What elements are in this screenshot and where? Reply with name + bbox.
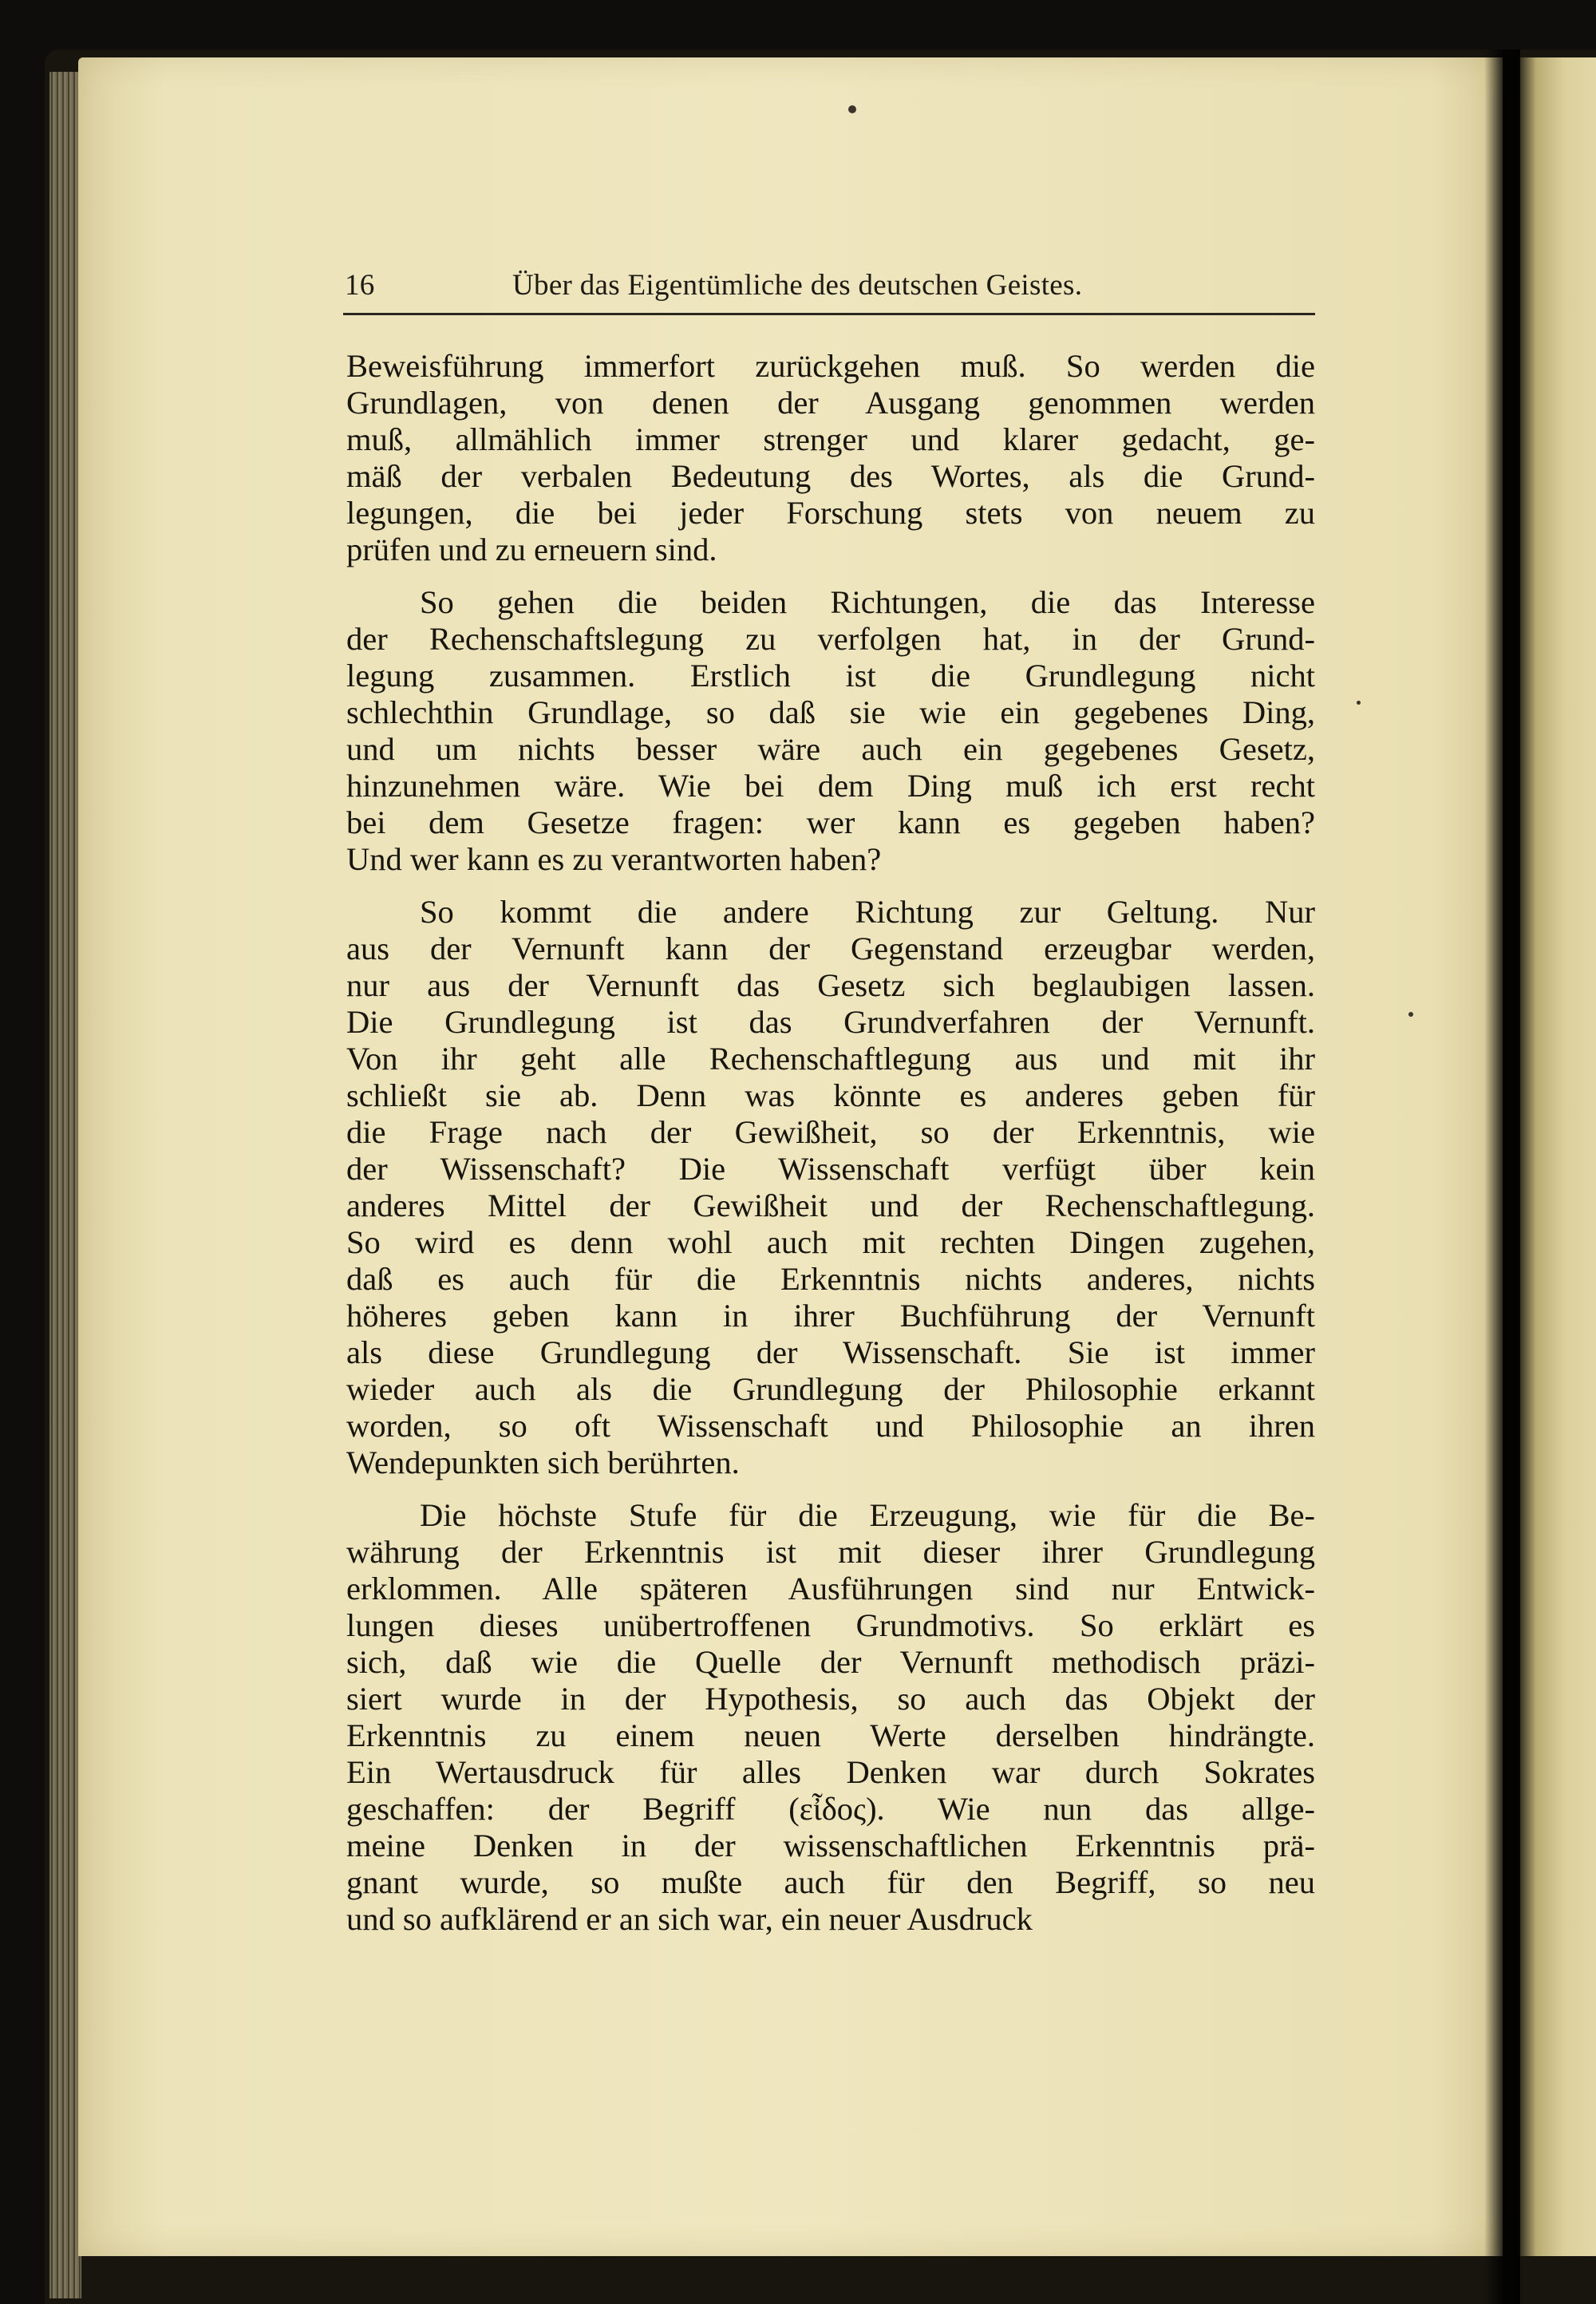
text-line: Und wer kann es zu verantworten haben? (346, 841, 882, 877)
text-line: prüfen und zu erneuern sind. (346, 532, 717, 567)
text-line: der Wissenschaft? Die Wissenschaft verfügt über kein (346, 1151, 1315, 1187)
text-line: Erkenntnis zu einem neuen Werte derselben hindrängte. (346, 1717, 1315, 1753)
text-line: muß, allmählich immer strenger und klarer gedacht, ge- (346, 421, 1315, 457)
text-line: erklommen. Alle späteren Ausführungen sind nur Entwick- (346, 1571, 1315, 1606)
text-line: nur aus der Vernunft das Gesetz sich beglaubigen lassen. (346, 967, 1315, 1003)
text-line: mäß der verbalen Bedeutung des Wortes, als die Grund- (346, 458, 1315, 494)
text-line: gnant wurde, so mußte auch für den Begriff, so neu (346, 1864, 1315, 1900)
text-line: wieder auch als die Grundlegung der Philosophie erkannt (346, 1371, 1315, 1407)
paragraph-gap (346, 568, 1315, 584)
text-line: Wendepunkten sich berührten. (346, 1444, 740, 1480)
ink-speck (1357, 701, 1361, 705)
text-line: Ein Wertausdruck für alles Denken war durch Sokrates (346, 1754, 1315, 1790)
text-line: legung zusammen. Erstlich ist die Grundlegung nicht (346, 658, 1315, 694)
text-line: und um nichts besser wäre auch ein gegebenes Gesetz, (346, 731, 1315, 767)
page-edges (49, 72, 81, 2298)
text-line: höheres geben kann in ihrer Buchführung der Vernunft (346, 1298, 1315, 1334)
paragraph-gap (346, 878, 1315, 894)
text-line: und so aufklärend er an sich war, ein neuer Ausdruck (346, 1901, 1033, 1937)
text-line: legungen, die bei jeder Forschung stets von neuem zu (346, 495, 1315, 531)
text-line: Grundlagen, von denen der Ausgang genommen werden (346, 385, 1315, 421)
page-number: 16 (345, 269, 375, 302)
text-line: So kommt die andere Richtung zur Geltung. Nur (420, 894, 1315, 930)
text-line: sich, daß wie die Quelle der Vernunft methodisch präzi- (346, 1644, 1315, 1680)
text-line: Die höchste Stufe für die Erzeugung, wie für die Be- (420, 1497, 1315, 1533)
text-line: bei dem Gesetze fragen: wer kann es gegeben haben? (346, 804, 1315, 840)
text-line: worden, so oft Wissenschaft und Philosophie an ihren (346, 1408, 1315, 1444)
text-line: So gehen die beiden Richtungen, die das Interesse (420, 584, 1315, 620)
text-line: als diese Grundlegung der Wissenschaft. Sie ist immer (346, 1334, 1315, 1370)
paragraph (346, 584, 1315, 878)
text-line: meine Denken in der wissenschaftlichen Erkenntnis prä- (346, 1828, 1315, 1863)
paragraph (346, 348, 1315, 568)
text-line: Die Grundlegung ist das Grundverfahren der Vernunft. (346, 1004, 1315, 1040)
text-line: schließt sie ab. Denn was könnte es anderes geben für (346, 1077, 1315, 1113)
text-line: So wird es denn wohl auch mit rechten Dingen zugehen, (346, 1224, 1315, 1260)
text-line: aus der Vernunft kann der Gegenstand erzeugbar werden, (346, 931, 1315, 966)
text-line: Von ihr geht alle Rechenschaftlegung aus und mit ihr (346, 1041, 1315, 1077)
paragraph-gap (346, 1481, 1315, 1497)
text-line: währung der Erkenntnis ist mit dieser ihrer Grundlegung (346, 1534, 1315, 1570)
running-header (345, 268, 1312, 308)
ink-speck (848, 105, 856, 113)
text-line: lungen dieses unübertroffenen Grundmotivs. So erklärt es (346, 1607, 1315, 1643)
paragraph (346, 1497, 1315, 1938)
text-line: anderes Mittel der Gewißheit und der Rechenschaftlegung. (346, 1188, 1315, 1223)
text-line: siert wurde in der Hypothesis, so auch das Objekt der (346, 1681, 1315, 1717)
spine-shadow (1484, 49, 1520, 2304)
next-page-strip (1516, 57, 1596, 2256)
running-title: Über das Eigentümliche des deutschen Geistes. (512, 269, 1083, 302)
text-line: schlechthin Grundlage, so daß sie wie ein gegebenes Ding, (346, 694, 1315, 730)
ink-speck (1408, 1012, 1413, 1017)
header-rule (343, 313, 1315, 315)
text-line: die Frage nach der Gewißheit, so der Erkenntnis, wie (346, 1114, 1315, 1150)
text-line: Beweisführung immerfort zurückgehen muß. So werden die (346, 348, 1315, 384)
text-line: daß es auch für die Erkenntnis nichts anderes, nichts (346, 1261, 1315, 1297)
paragraph (346, 894, 1315, 1481)
text-line: geschaffen: der Begriff (εἶδος). Wie nun das allge- (346, 1791, 1315, 1827)
text-line: hinzunehmen wäre. Wie bei dem Ding muß ich erst recht (346, 768, 1315, 804)
body-text (346, 348, 1315, 1938)
text-line: der Rechenschaftslegung zu verfolgen hat, in der Grund- (346, 621, 1315, 657)
